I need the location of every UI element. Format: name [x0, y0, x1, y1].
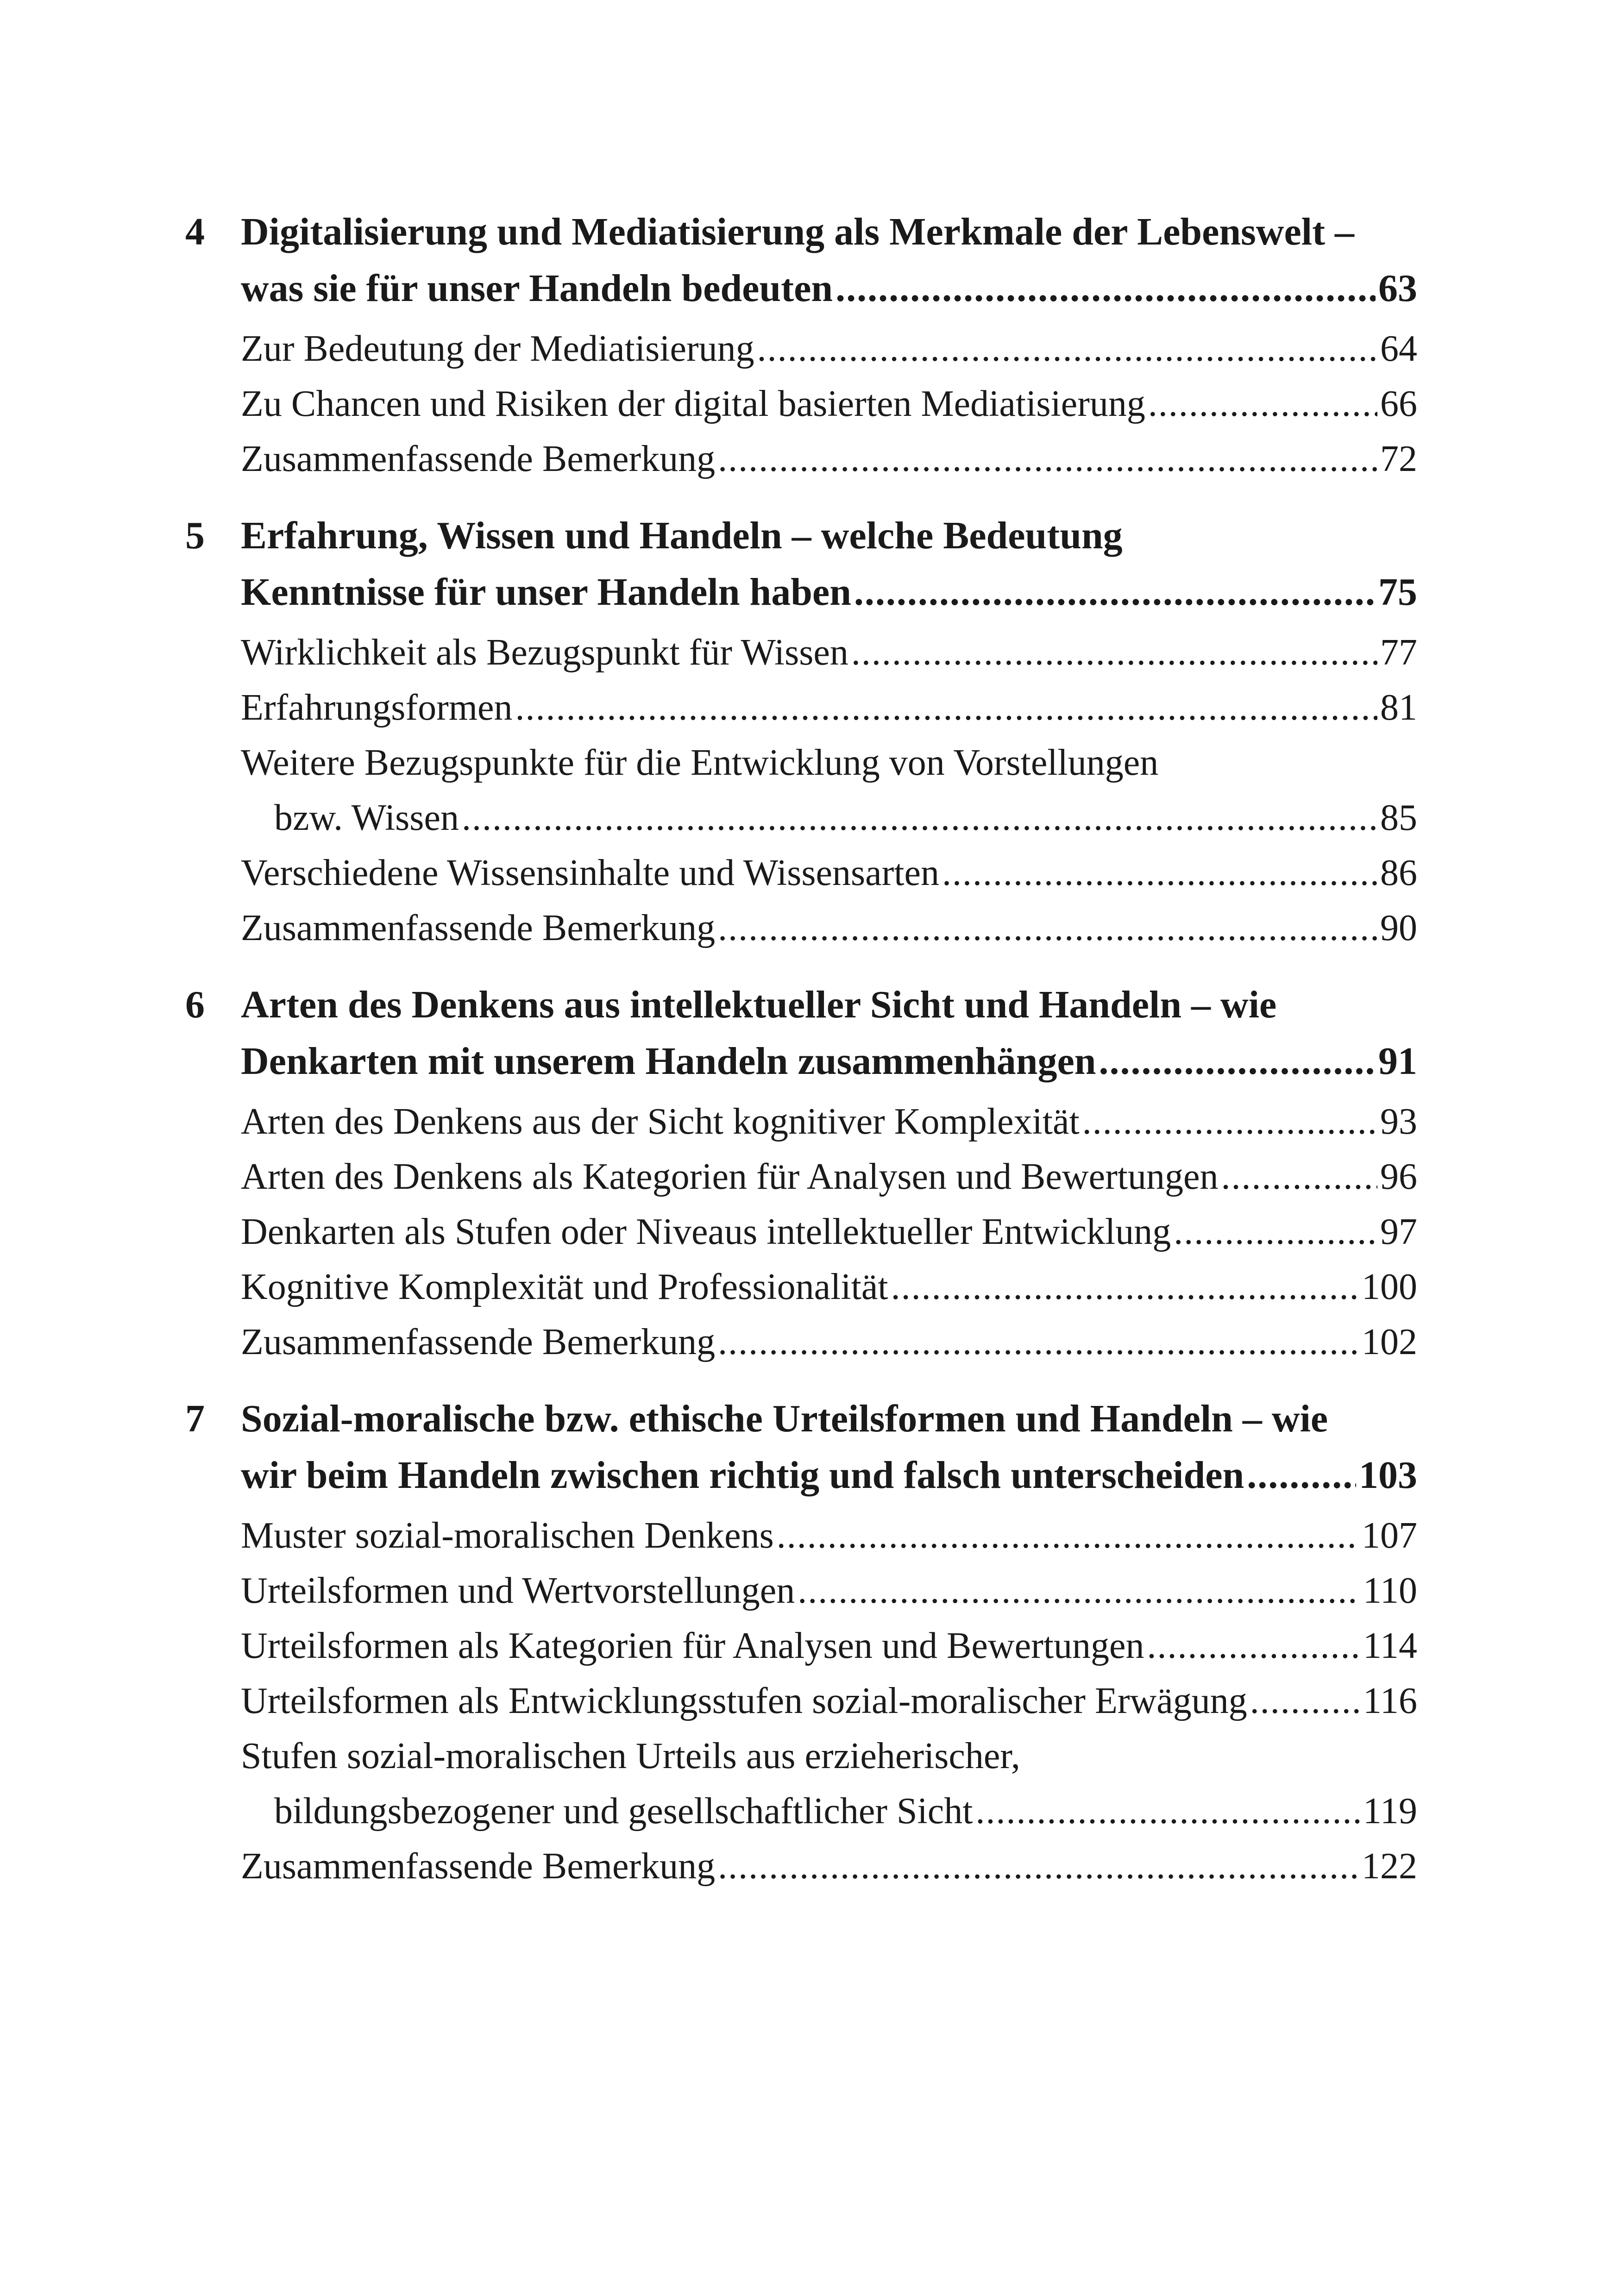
chapter-heading: [185, 508, 1417, 621]
chapter-5: [185, 508, 1417, 956]
dot-leader: [1247, 1447, 1356, 1504]
chapter-title-line1[interactable]: Sozial-moralische bzw. ethische Urteilsformen und Handeln – wie: [241, 1397, 1328, 1440]
dot-leader: [975, 1784, 1360, 1839]
toc-entry[interactable]: [241, 1618, 1417, 1674]
toc-entry[interactable]: [241, 432, 1417, 487]
section-page-number: 85: [1380, 797, 1417, 838]
section-page-number: 77: [1380, 632, 1417, 673]
toc-entry[interactable]: [241, 1729, 1417, 1839]
section-title-line1: Weitere Bezugspunkte für die Entwicklung von Vorstellungen: [241, 742, 1159, 783]
dot-leader: [942, 846, 1377, 901]
chapter-4: [185, 204, 1417, 487]
chapter-heading: [185, 1391, 1417, 1504]
dot-leader: [891, 1260, 1359, 1315]
section-page-number: 110: [1363, 1570, 1417, 1611]
toc-entry[interactable]: [241, 1094, 1417, 1149]
chapter-title-line1[interactable]: Erfahrung, Wissen und Handeln – welche Bedeutung: [241, 514, 1123, 557]
chapter-page-number[interactable]: 75: [1378, 571, 1417, 614]
section-page-number: 116: [1363, 1681, 1417, 1721]
dot-leader: [757, 321, 1377, 376]
toc-entry[interactable]: [241, 376, 1417, 432]
chapter-page-number[interactable]: 91: [1378, 1040, 1417, 1083]
toc-entry[interactable]: [241, 625, 1417, 680]
table-of-contents: [185, 204, 1417, 1915]
section-page-number: 96: [1380, 1156, 1417, 1197]
section-page-number: 64: [1380, 328, 1417, 369]
dot-leader: [798, 1563, 1360, 1618]
toc-entry[interactable]: [241, 1508, 1417, 1563]
section-title: Zusammenfassende Bemerkung: [241, 1322, 716, 1362]
dot-leader: [718, 432, 1377, 487]
toc-entry[interactable]: [241, 901, 1417, 956]
toc-entry[interactable]: [241, 321, 1417, 376]
section-page-number: 107: [1362, 1515, 1417, 1556]
section-title: Zusammenfassende Bemerkung: [241, 908, 716, 948]
section-title: Arten des Denkens aus der Sicht kognitiver Komplexität: [241, 1101, 1080, 1142]
chapter-7: [185, 1391, 1417, 1894]
dot-leader: [515, 680, 1377, 735]
section-title: Urteilsformen als Kategorien für Analysen und Bewertungen: [241, 1625, 1144, 1666]
dot-leader: [836, 260, 1376, 317]
section-title: Muster sozial-moralischen Denkens: [241, 1515, 774, 1556]
toc-entry[interactable]: [241, 846, 1417, 901]
chapter-title-line2[interactable]: Kenntnisse für unser Handeln haben: [241, 571, 851, 614]
section-page-number: 66: [1380, 383, 1417, 424]
section-page-number: 122: [1362, 1846, 1417, 1887]
dot-leader: [1221, 1149, 1377, 1204]
chapter-page-number[interactable]: 63: [1378, 267, 1417, 310]
section-page-number: 100: [1362, 1267, 1417, 1307]
chapter-page-number[interactable]: 103: [1359, 1454, 1417, 1497]
section-title: Zusammenfassende Bemerkung: [241, 439, 716, 479]
section-title: Zu Chancen und Risiken der digital basierten Mediatisierung: [241, 383, 1145, 424]
dot-leader: [718, 1839, 1359, 1894]
chapter-title-line2[interactable]: wir beim Handeln zwischen richtig und falsch unterscheiden: [241, 1454, 1244, 1497]
section-page-number: 90: [1380, 908, 1417, 948]
section-list: [241, 1508, 1417, 1894]
section-title: Kognitive Komplexität und Professionalität: [241, 1267, 888, 1307]
chapter-title-line2[interactable]: was sie für unser Handeln bedeuten: [241, 267, 833, 310]
section-title: Zusammenfassende Bemerkung: [241, 1846, 716, 1887]
toc-entry[interactable]: [241, 1674, 1417, 1729]
section-page-number: 72: [1380, 439, 1417, 479]
section-title-line2: bildungsbezogener und gesellschaftlicher Sicht: [274, 1791, 973, 1832]
section-title: Denkarten als Stufen oder Niveaus intellektueller Entwicklung: [241, 1211, 1171, 1252]
chapter-heading: [185, 977, 1417, 1090]
section-title: Erfahrungsformen: [241, 687, 513, 728]
section-title: Urteilsformen und Wertvorstellungen: [241, 1570, 795, 1611]
dot-leader: [462, 790, 1377, 846]
dot-leader: [1099, 1033, 1376, 1090]
dot-leader: [851, 625, 1377, 680]
toc-entry[interactable]: [241, 1315, 1417, 1370]
section-title-line2: bzw. Wissen: [274, 797, 459, 838]
dot-leader: [1250, 1674, 1360, 1729]
chapter-number: 7: [185, 1397, 205, 1440]
section-title-line1: Stufen sozial-moralischen Urteils aus erzieherischer,: [241, 1736, 1020, 1776]
section-page-number: 102: [1362, 1322, 1417, 1362]
toc-entry[interactable]: [241, 1260, 1417, 1315]
dot-leader: [854, 564, 1376, 621]
section-list: [241, 625, 1417, 956]
section-title: Arten des Denkens als Kategorien für Analysen und Bewertungen: [241, 1156, 1219, 1197]
section-title: Urteilsformen als Entwicklungsstufen sozial-moralischer Erwägung: [241, 1681, 1247, 1721]
chapter-heading: [185, 204, 1417, 317]
toc-entry[interactable]: [241, 735, 1417, 846]
chapter-title-line2[interactable]: Denkarten mit unserem Handeln zusammenhängen: [241, 1040, 1096, 1083]
section-title: Zur Bedeutung der Mediatisierung: [241, 328, 754, 369]
chapter-number: 6: [185, 983, 205, 1026]
dot-leader: [1082, 1094, 1377, 1149]
chapter-number: 5: [185, 514, 205, 557]
dot-leader: [1174, 1204, 1377, 1260]
section-list: [241, 321, 1417, 487]
section-title: Verschiedene Wissensinhalte und Wissensarten: [241, 853, 940, 893]
section-page-number: 93: [1380, 1101, 1417, 1142]
toc-entry[interactable]: [241, 1149, 1417, 1204]
toc-entry[interactable]: [241, 1204, 1417, 1260]
toc-entry[interactable]: [241, 1563, 1417, 1618]
chapter-6: [185, 977, 1417, 1370]
toc-entry[interactable]: [241, 680, 1417, 735]
section-page-number: 81: [1380, 687, 1417, 728]
section-page-number: 119: [1363, 1791, 1417, 1832]
section-page-number: 114: [1363, 1625, 1417, 1666]
dot-leader: [777, 1508, 1359, 1563]
dot-leader: [1147, 1618, 1360, 1674]
dot-leader: [718, 1315, 1359, 1370]
section-page-number: 86: [1380, 853, 1417, 893]
dot-leader: [1148, 376, 1377, 432]
chapter-title-line1[interactable]: Arten des Denkens aus intellektueller Sicht und Handeln – wie: [241, 983, 1277, 1026]
chapter-title-line1[interactable]: Digitalisierung und Mediatisierung als Merkmale der Lebenswelt –: [241, 210, 1355, 253]
toc-entry[interactable]: [241, 1839, 1417, 1894]
section-title: Wirklichkeit als Bezugspunkt für Wissen: [241, 632, 848, 673]
dot-leader: [718, 901, 1377, 956]
section-list: [241, 1094, 1417, 1370]
section-page-number: 97: [1380, 1211, 1417, 1252]
chapter-number: 4: [185, 210, 205, 253]
